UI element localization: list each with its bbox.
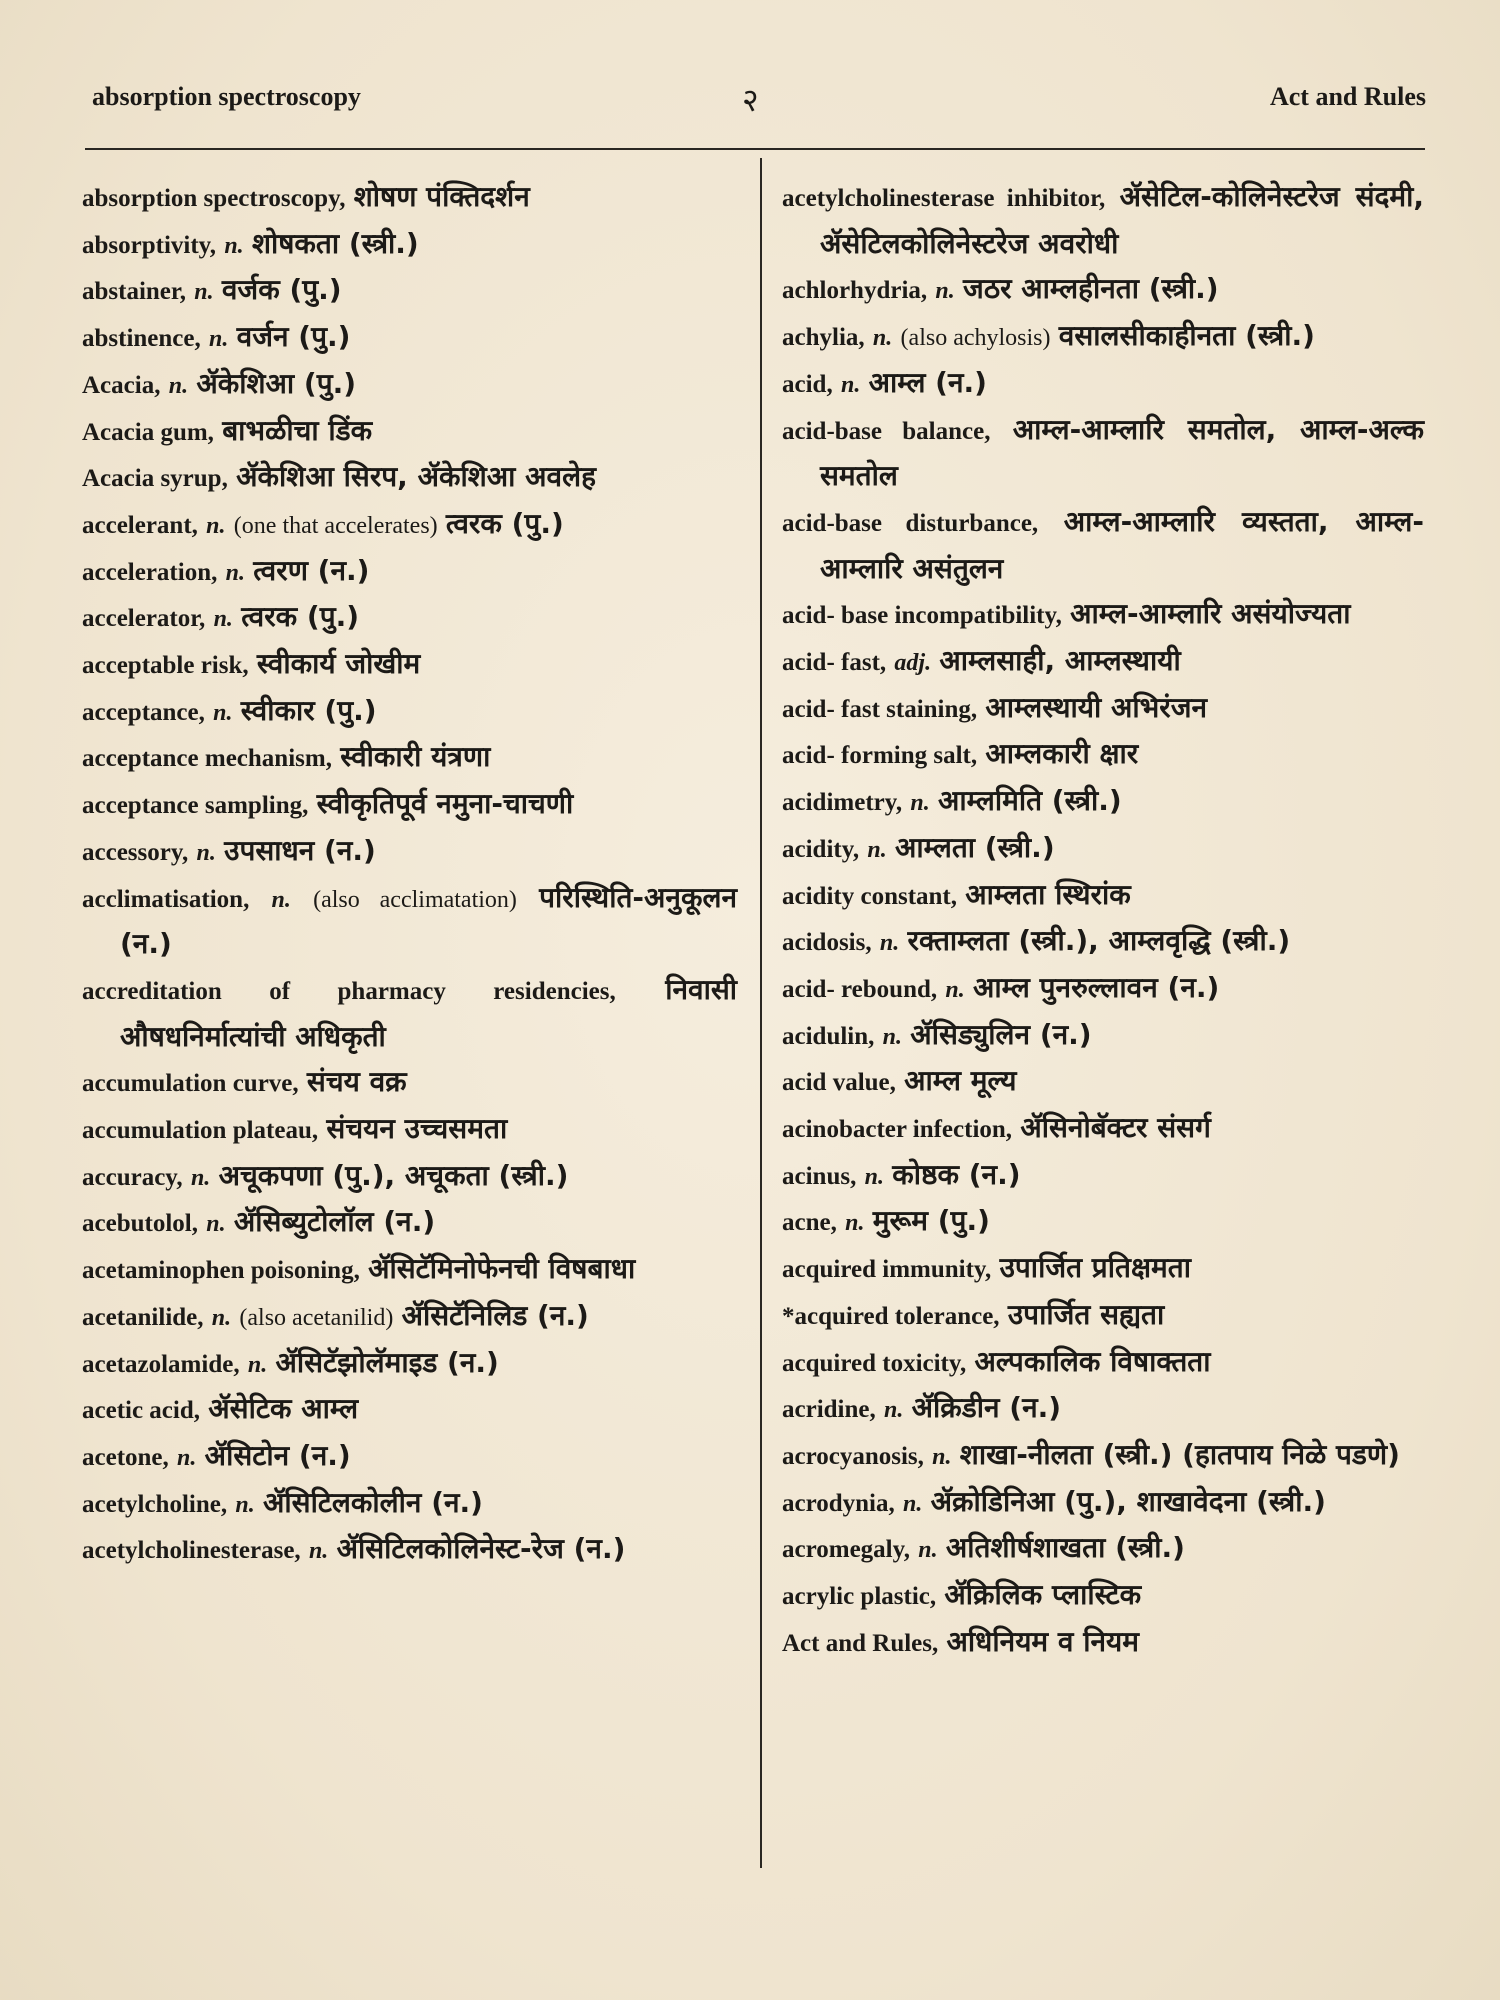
entry-term: accuracy,: [82, 1163, 183, 1191]
entry-translation: ॲसेटिक आम्ल: [208, 1392, 359, 1426]
entry-term: acid- rebound,: [782, 975, 938, 1003]
entry-translation: ॲक्रोडिनिआ (पु.), शाखावेदना (स्त्री.): [930, 1484, 1326, 1518]
dictionary-entry: [782, 732, 1424, 779]
dictionary-entry: [82, 1481, 737, 1528]
dictionary-entry: [782, 1246, 1424, 1293]
entry-translation: त्वरक (पु.): [241, 600, 360, 634]
running-head: [92, 78, 1426, 118]
right-column: [782, 175, 1424, 1667]
entry-term: absorptivity,: [82, 231, 217, 259]
entry-part-of-speech: n.: [213, 606, 233, 633]
dictionary-entry: [782, 1340, 1424, 1387]
entry-term: accumulation plateau,: [82, 1117, 319, 1145]
header-rule: [85, 148, 1425, 150]
entry-term: acromegaly,: [782, 1536, 910, 1564]
entry-part-of-speech: n.: [935, 278, 955, 305]
dictionary-entry: [82, 409, 737, 456]
entry-translation: संचयन उच्चसमता: [326, 1112, 508, 1146]
entry-part-of-speech: n.: [206, 512, 226, 539]
entry-part-of-speech: n.: [845, 1210, 865, 1237]
entry-translation: शोषकता (स्त्री.): [251, 226, 419, 260]
page-number: २: [742, 82, 759, 118]
entry-translation: रक्ताम्लता (स्त्री.), आम्लवृद्धि (स्त्री.): [907, 924, 1291, 958]
dictionary-entry: [782, 1480, 1424, 1527]
entry-term: Acacia gum,: [82, 418, 214, 446]
entry-part-of-speech: n.: [213, 699, 233, 726]
entry-translation: वर्जक (पु.): [221, 273, 342, 307]
entry-translation: ॲसिड्युलिन (न.): [910, 1017, 1092, 1051]
dictionary-entry: [82, 782, 737, 829]
dictionary-entry: [82, 1294, 737, 1341]
entry-translation: त्वरक (पु.): [445, 506, 564, 540]
entry-part-of-speech: n.: [209, 326, 229, 353]
entry-term: acid value,: [782, 1069, 896, 1097]
entry-term: acrodynia,: [782, 1489, 895, 1517]
entry-term: Acacia syrup,: [82, 465, 228, 493]
dictionary-entry: [782, 639, 1424, 686]
dictionary-entry: [82, 968, 737, 1060]
entry-part-of-speech: n.: [224, 232, 244, 259]
dictionary-entry: [782, 592, 1424, 639]
entry-translation: मुरूम (पु.): [872, 1204, 990, 1238]
dictionary-entry: [782, 1106, 1424, 1153]
entry-translation: अधिनियम व नियम: [946, 1624, 1140, 1658]
dictionary-entry: [782, 1433, 1424, 1480]
entry-translation: आम्लकारी क्षार: [985, 737, 1139, 771]
entry-translation: आम्लता स्थिरांक: [965, 877, 1131, 911]
entry-part-of-speech: n.: [879, 930, 900, 957]
entry-term: accumulation curve,: [82, 1070, 299, 1098]
dictionary-entry: [82, 502, 737, 549]
dictionary-entry: [82, 1200, 737, 1247]
dictionary-entry: [82, 642, 737, 689]
dictionary-entry: [82, 1247, 737, 1294]
dictionary-entry: [782, 1153, 1424, 1200]
entry-translation: आम्ल-आम्लारि समतोल, आम्ल-अल्क समतोल: [820, 412, 1425, 493]
entry-translation: ॲक्रिडीन (न.): [911, 1391, 1062, 1425]
entry-part-of-speech: n.: [225, 559, 245, 586]
entry-term: absorption spectroscopy,: [82, 185, 346, 212]
entry-term: acceptance sampling,: [82, 792, 309, 820]
entry-term: accelerant,: [82, 511, 198, 539]
entry-term: acridine,: [782, 1396, 876, 1424]
entry-translation: शोषण पंक्तिदर्शन: [353, 180, 530, 213]
entry-translation: ॲसिटॅमिनोफेनची विषबाधा: [368, 1252, 636, 1286]
entry-term: *acquired tolerance,: [782, 1302, 1000, 1330]
dictionary-entry: [782, 1386, 1424, 1433]
entry-translation: आम्ल पुनरुल्लावन (न.): [973, 970, 1220, 1004]
entry-term: abstinence,: [82, 325, 201, 353]
entry-translation: संचय वक्र: [306, 1065, 407, 1099]
entry-term: acetazolamide,: [82, 1350, 240, 1378]
dictionary-entry: [82, 1060, 737, 1107]
entry-term: acid,: [782, 370, 833, 398]
entry-translation: स्वीकारी यंत्रणा: [340, 740, 491, 774]
entry-part-of-speech: n.: [177, 1444, 197, 1471]
entry-translation: आम्लस्थायी अभिरंजन: [985, 690, 1208, 724]
entry-term: accreditation of pharmacy residencies,: [82, 977, 616, 1005]
dictionary-entry: [782, 267, 1424, 314]
entry-translation: वर्जन (पु.): [236, 320, 351, 354]
entry-term: acne,: [782, 1209, 837, 1237]
entry-translation: ॲसिनोबॅक्टर संसर्ग: [1020, 1111, 1211, 1145]
entry-translation: ॲसिटोन (न.): [204, 1438, 351, 1472]
dictionary-entry: [782, 1293, 1424, 1340]
running-head-left: absorption spectroscopy: [92, 82, 361, 111]
entry-term: acceptable risk,: [82, 652, 249, 680]
dictionary-entry: [82, 876, 737, 968]
dictionary-entry: [782, 1013, 1424, 1060]
entry-translation: स्वीकृतिपूर्व नमुना-चाचणी: [316, 787, 574, 821]
entry-term: acid-base disturbance,: [782, 509, 1039, 537]
dictionary-entry: [782, 826, 1424, 873]
entry-note: (also acetanilid): [239, 1304, 394, 1331]
entry-part-of-speech: n.: [194, 279, 214, 306]
entry-translation: ॲसिटिलकोलिनेस्ट-रेज (न.): [336, 1532, 626, 1566]
entry-translation: आम्ल-आम्लारि असंयोज्यता: [1070, 597, 1351, 631]
dictionary-entry: [82, 1341, 737, 1388]
entry-term: acidulin,: [782, 1022, 875, 1050]
left-column: [82, 175, 737, 1574]
entry-translation: ॲकेशिआ (पु.): [196, 366, 357, 400]
entry-translation: कोष्ठक (न.): [892, 1157, 1021, 1191]
entry-translation: ॲक्रिलिक प्लास्टिक: [944, 1578, 1142, 1612]
entry-translation: उपार्जित सह्यता: [1007, 1297, 1165, 1331]
entry-term: Acacia,: [82, 371, 161, 399]
dictionary-entry: [82, 1154, 737, 1201]
entry-part-of-speech: adj.: [894, 650, 932, 677]
entry-part-of-speech: n.: [910, 790, 930, 817]
entry-part-of-speech: n.: [235, 1491, 255, 1518]
dictionary-entry: [782, 919, 1424, 966]
dictionary-entry: [82, 1527, 737, 1574]
entry-part-of-speech: n.: [903, 1490, 923, 1517]
entry-part-of-speech: n.: [867, 836, 887, 863]
entry-term: acid- fast staining,: [782, 695, 978, 723]
entry-translation: स्वीकार्य जोखीम: [256, 647, 421, 681]
entry-part-of-speech: n.: [872, 325, 893, 352]
dictionary-entry: [82, 455, 737, 502]
entry-part-of-speech: n.: [211, 1304, 232, 1331]
dictionary-entry: [782, 1620, 1424, 1667]
entry-translation: उपार्जित प्रतिक्षमता: [999, 1251, 1191, 1285]
dictionary-entry: [82, 362, 737, 409]
entry-term: acceptance mechanism,: [82, 745, 332, 773]
entry-translation: निवासी औषधनिर्मात्यांची अधिकृती: [120, 972, 737, 1053]
running-head-right: Act and Rules: [1269, 82, 1426, 111]
dictionary-entry: [82, 689, 737, 736]
entry-term: acetanilide,: [82, 1303, 204, 1331]
dictionary-entry: [782, 873, 1424, 920]
entry-term: acetylcholine,: [82, 1490, 228, 1518]
entry-part-of-speech: n.: [840, 371, 861, 398]
entry-translation: त्वरण (न.): [253, 553, 370, 587]
entry-translation: वसालसीकाहीनता (स्त्री.): [1058, 319, 1315, 353]
entry-term: accessory,: [82, 838, 189, 866]
entry-term: acquired toxicity,: [782, 1349, 967, 1377]
entry-term: abstainer,: [82, 278, 186, 306]
dictionary-entry: [82, 595, 737, 642]
entry-translation: ॲसिटॅनिलिड (न.): [401, 1298, 589, 1332]
dictionary-entry: [782, 1059, 1424, 1106]
entry-term: acetylcholinesterase inhibitor,: [782, 185, 1106, 212]
entry-translation: शाखा-नीलता (स्त्री.) (हातपाय निळे पडणे): [959, 1437, 1400, 1471]
entry-translation: ॲकेशिआ सिरप, ॲकेशिआ अवलेह: [236, 460, 596, 494]
entry-translation: आम्लसाही, आम्लस्थायी: [939, 644, 1181, 678]
entry-part-of-speech: n.: [932, 1443, 952, 1470]
entry-term: acetylcholinesterase,: [82, 1537, 301, 1565]
entry-term: acetaminophen poisoning,: [82, 1257, 360, 1285]
entry-part-of-speech: n.: [945, 976, 965, 1003]
entry-term: acquired immunity,: [782, 1256, 992, 1284]
dictionary-entry: [82, 222, 737, 269]
dictionary-entry: [82, 735, 737, 782]
dictionary-entry: [82, 549, 737, 596]
entry-term: acinus,: [782, 1162, 857, 1190]
entry-translation: आम्लमिति (स्त्री.): [938, 784, 1122, 818]
entry-term: acceptance,: [82, 698, 205, 726]
entry-term: acclimatisation,: [82, 885, 250, 913]
entry-part-of-speech: n.: [918, 1537, 938, 1564]
dictionary-entry: [782, 314, 1424, 361]
entry-translation: अल्पकालिक विषाक्तता: [974, 1344, 1211, 1378]
entry-translation: ॲसिटिलकोलीन (न.): [263, 1485, 483, 1519]
entry-term: achlorhydria,: [782, 277, 928, 305]
dictionary-entry: [782, 500, 1424, 592]
entry-term: acinobacter infection,: [782, 1116, 1013, 1144]
dictionary-entry: [782, 686, 1424, 733]
entry-term: acidity,: [782, 835, 860, 863]
entry-term: acid-base balance,: [782, 417, 991, 445]
entry-translation: आम्ल मूल्य: [904, 1064, 1017, 1098]
entry-part-of-speech: n.: [884, 1397, 904, 1424]
dictionary-entry: [82, 175, 737, 222]
entry-term: Act and Rules,: [782, 1629, 939, 1657]
entry-term: acceleration,: [82, 558, 218, 586]
entry-part-of-speech: n.: [247, 1351, 268, 1378]
entry-note: (also achylosis): [900, 325, 1051, 352]
entry-part-of-speech: n.: [190, 1164, 211, 1191]
entry-term: acrocyanosis,: [782, 1442, 924, 1470]
entry-part-of-speech: n.: [271, 886, 291, 913]
entry-translation: अतिशीर्षशाखता (स्त्री.): [945, 1531, 1185, 1565]
dictionary-entry: [782, 175, 1424, 267]
dictionary-entry: [782, 1199, 1424, 1246]
entry-term: accelerator,: [82, 605, 206, 633]
entry-term: acetic acid,: [82, 1397, 201, 1425]
entry-part-of-speech: n.: [206, 1211, 226, 1238]
entry-term: acid- base incompatibility,: [782, 602, 1062, 630]
entry-term: acrylic plastic,: [782, 1583, 937, 1611]
dictionary-entry: [782, 779, 1424, 826]
entry-translation: ॲसिब्युटोलॉल (न.): [233, 1205, 436, 1239]
entry-part-of-speech: n.: [864, 1163, 884, 1190]
dictionary-entry: [82, 1107, 737, 1154]
entry-term: acidimetry,: [782, 789, 903, 817]
entry-translation: उपसाधन (न.): [224, 833, 376, 867]
entry-translation: आम्ल (न.): [868, 365, 987, 399]
entry-term: acidosis,: [782, 929, 872, 957]
entry-term: achylia,: [782, 324, 865, 352]
dictionary-entry: [82, 1434, 737, 1481]
dictionary-entry: [782, 408, 1424, 500]
entry-part-of-speech: n.: [196, 839, 216, 866]
entry-term: acidity constant,: [782, 882, 957, 910]
entry-part-of-speech: n.: [308, 1538, 329, 1565]
dictionary-entry: [82, 1387, 737, 1434]
entry-term: acebutolol,: [82, 1210, 198, 1238]
entry-translation: ॲसेटिल-कोलिनेस्टरेज संदमी, ॲसेटिलकोलिनेस्टरेज अवरोधी: [820, 180, 1425, 260]
entry-translation: ॲसिटॅझोलॅमाइड (न.): [275, 1345, 499, 1379]
dictionary-entry: [782, 966, 1424, 1013]
entry-translation: आम्ल-आम्लारि व्यस्तता, आम्ल-आम्लारि असंतुलन: [820, 504, 1425, 585]
entry-translation: स्वीकार (पु.): [240, 693, 377, 727]
entry-term: acetone,: [82, 1443, 169, 1471]
entry-part-of-speech: n.: [168, 372, 189, 399]
entry-note: (also acclimatation): [313, 886, 517, 913]
dictionary-entry: [82, 315, 737, 362]
dictionary-entry: [82, 829, 737, 876]
entry-translation: परिस्थिति-अनुकूलन (न.): [120, 880, 737, 961]
entry-translation: जठर आम्लहीनता (स्त्री.): [963, 272, 1219, 306]
column-divider: [760, 158, 762, 1868]
entry-term: acid- forming salt,: [782, 742, 978, 770]
entry-translation: अचूकपणा (पु.), अचूकता (स्त्री.): [218, 1158, 569, 1192]
dictionary-entry: [782, 1526, 1424, 1573]
dictionary-entry: [782, 1573, 1424, 1620]
entry-part-of-speech: n.: [882, 1023, 903, 1050]
entry-note: (one that accelerates): [233, 512, 438, 539]
dictionary-entry: [82, 268, 737, 315]
entry-translation: आम्लता (स्त्री.): [894, 830, 1055, 864]
dictionary-entry: [782, 361, 1424, 408]
entry-term: acid- fast,: [782, 649, 887, 677]
entry-translation: बाभळीचा डिंक: [222, 413, 373, 447]
